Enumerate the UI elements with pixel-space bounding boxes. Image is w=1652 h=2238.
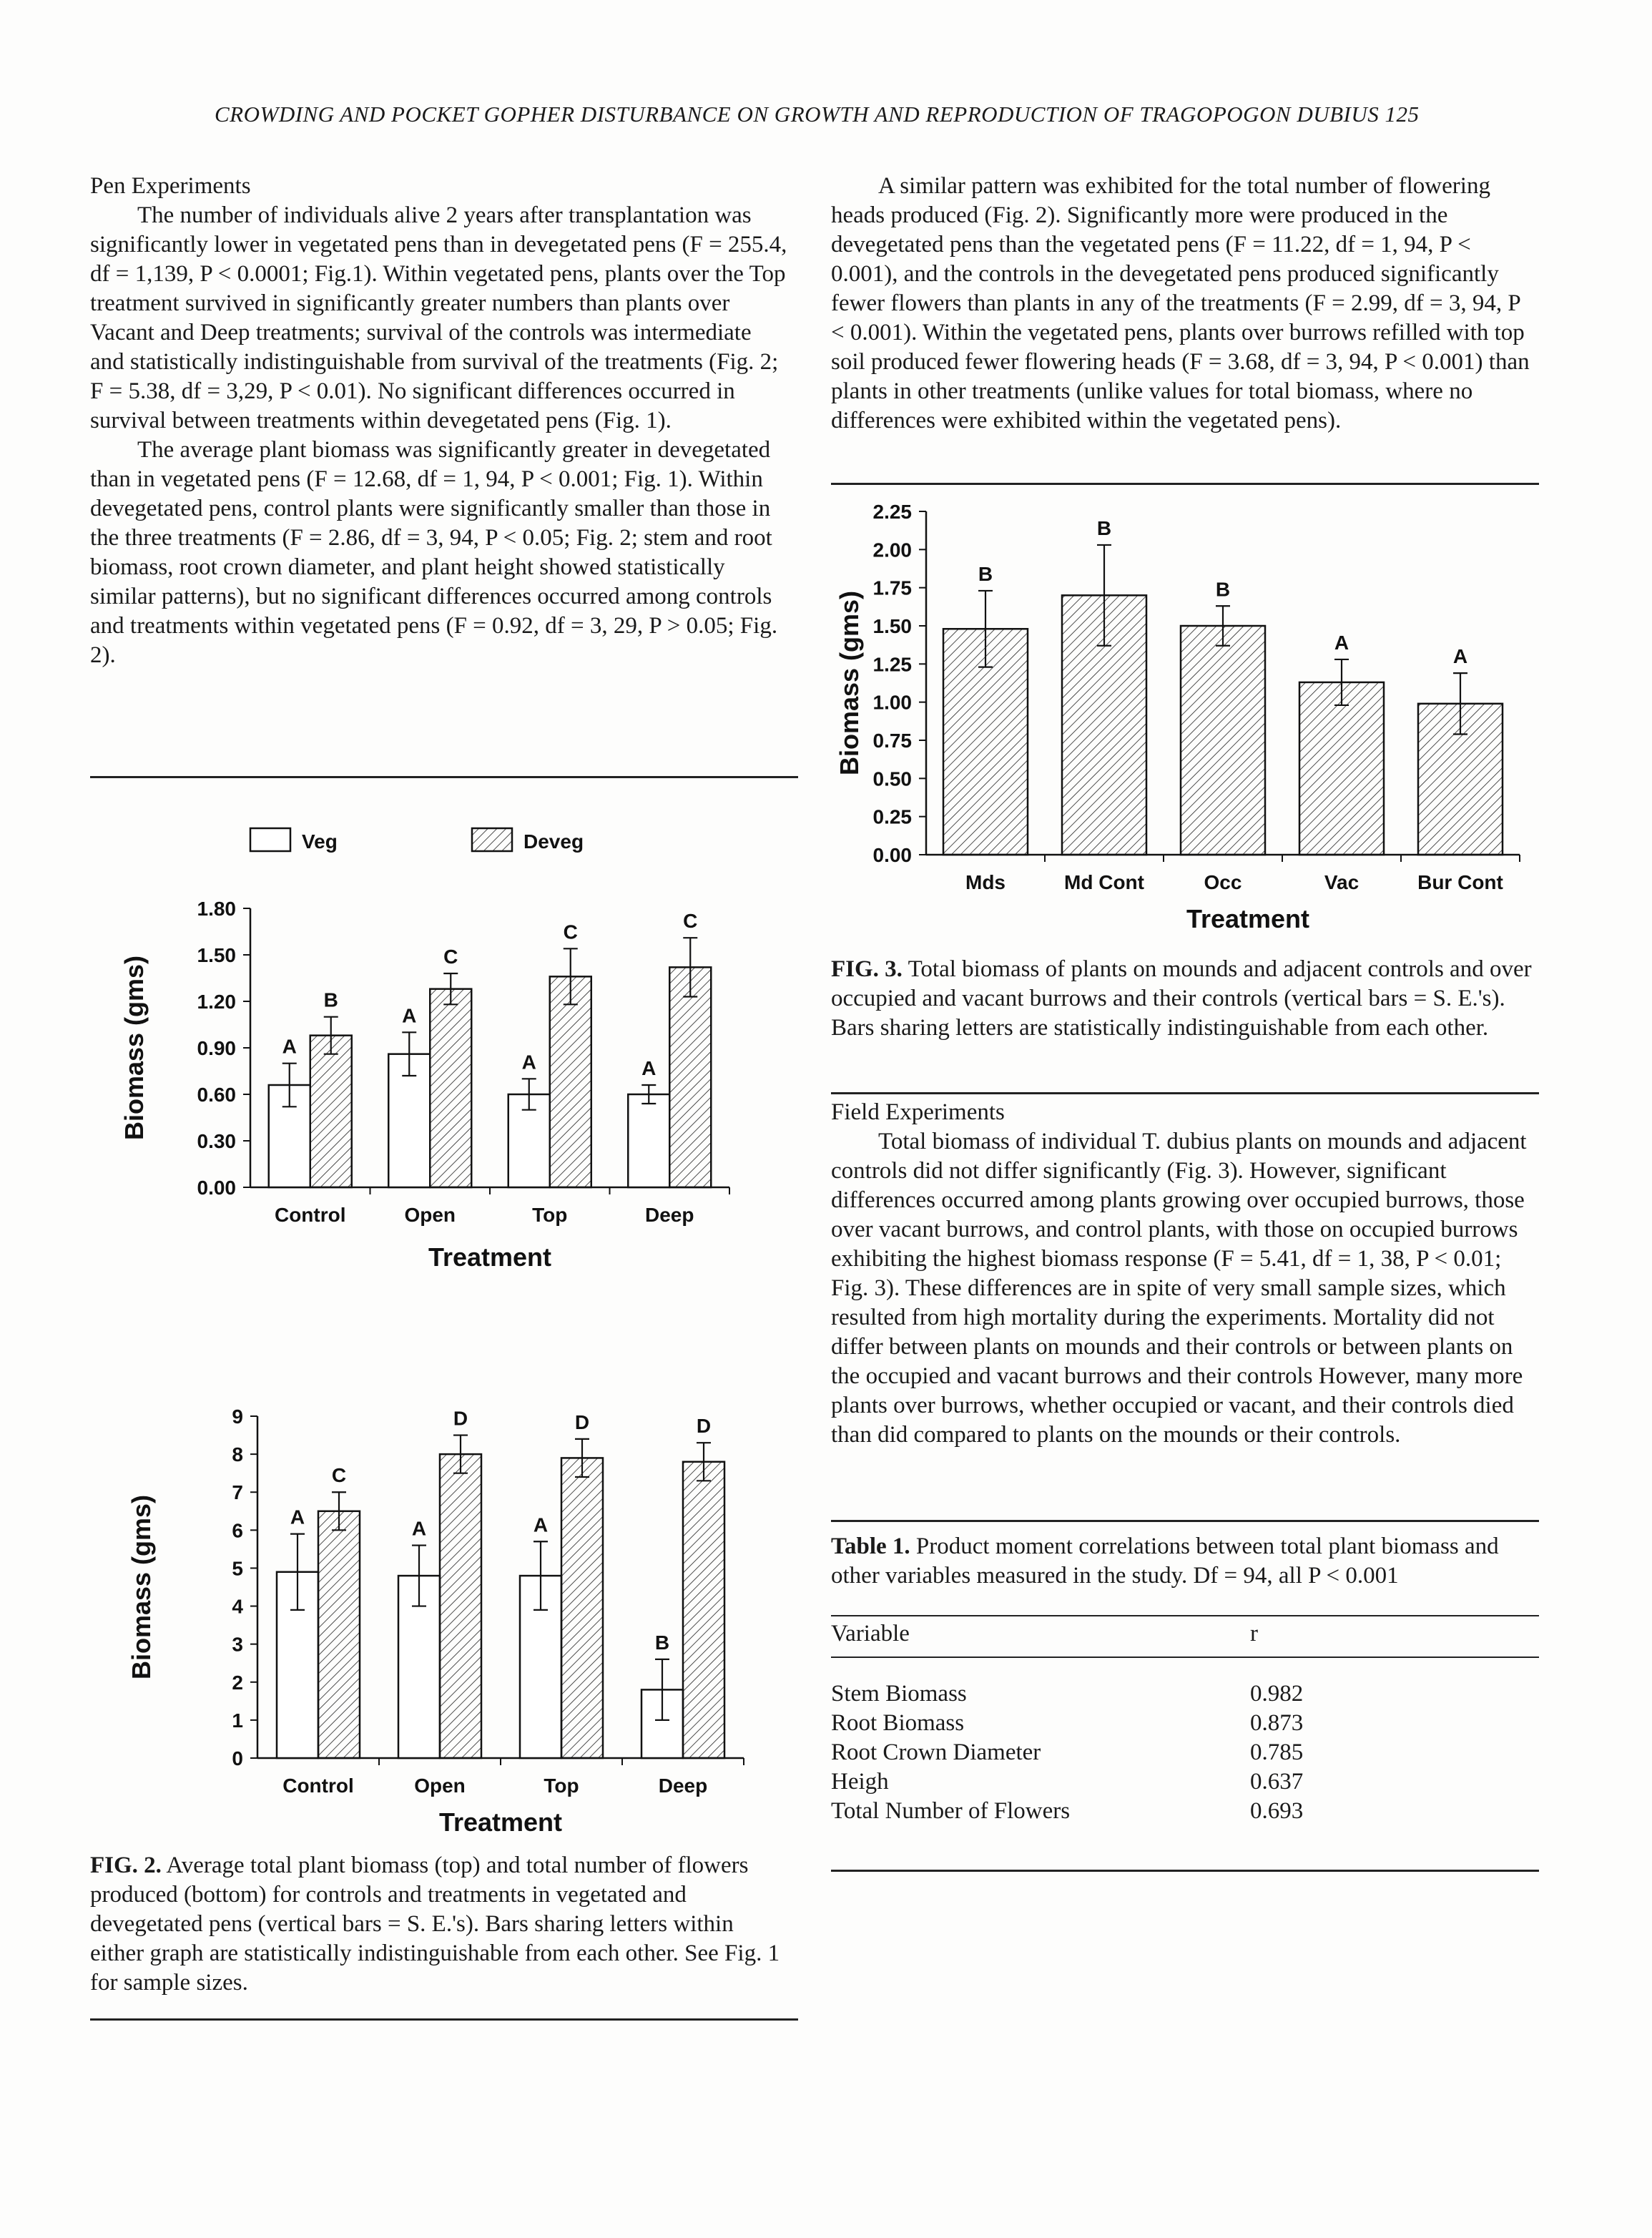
x-tick-label: Vac <box>1324 871 1360 893</box>
rule-above-fig2 <box>90 776 798 778</box>
table-cell-variable: Root Biomass <box>831 1710 965 1736</box>
table-head-variable: Variable <box>831 1621 910 1646</box>
y-tick-label: 1.20 <box>197 991 236 1013</box>
table-row <box>831 1767 1539 1797</box>
rule-above-fig3 <box>831 483 1539 485</box>
y-tick-label: 1.00 <box>872 691 912 714</box>
table-cell-variable: Total Number of Flowers <box>831 1798 1071 1824</box>
section-heading-field: Field Experiments <box>831 1099 1005 1125</box>
table-cell-r: 0.637 <box>1250 1769 1304 1795</box>
fig3-caption-text: Total biomass of plants on mounds and adjacent controls and over occupied and vacant burrows and their controls (vertical bars = S. E.'s). Bars sharing letters are statistically indistinguishable from each other. <box>831 956 1532 1041</box>
significance-letter: B <box>978 562 993 585</box>
paragraph-flowering: A similar pattern was exhibited for the total number of flowering heads produced (Fig. 2). Significantly more were produced in the devegetated pens than the vegetated pens (F = 11.22, df = 1, 94, P < 0.001), and the controls in the devegetated pens produced significantly fewer flowers than plants in any of the treatments (F = 2.99, df = 3, 94, P < 0.001). Within the vegetated pens, plants over burrows refilled with top soil produced fewer flowering heads (F = 3.68, df = 3, 94, P < 0.001) than plants in other treatments (unlike values for total biomass, where no differences were exhibited within the vegetated pens). <box>831 173 1530 433</box>
paragraph-pen-survival: The number of individuals alive 2 years after transplantation was significantly lower in vegetated pens than in devegetated pens (F = 255.4, df = 1,139, P < 0.0001; Fig.1). Within vegetated pens, plants over the Top treatment survived in significantly greater numbers than plants over Vacant and Deep treatments; survival of the controls was intermediate and statistically indistinguishable from survival of the treatments (Fig. 2; F = 5.38, df = 3,29, P < 0.01). No significant differences occurred in survival between treatments within devegetated pens (Fig. 1). <box>90 202 787 433</box>
bar-single-occ <box>1181 626 1265 855</box>
table-header-row <box>831 1619 1539 1649</box>
significance-letter: D <box>574 1410 590 1433</box>
table-top-rule <box>831 1615 1539 1616</box>
fig3-caption-label: FIG. 3. <box>831 956 903 982</box>
y-tick-label: 1.50 <box>197 944 236 966</box>
field-experiments <box>831 1098 1539 1450</box>
significance-letter: B <box>323 988 338 1011</box>
legend-label-deveg: Deveg <box>523 830 584 853</box>
legend-label-veg: Veg <box>302 830 338 853</box>
table-cell-variable: Stem Biomass <box>831 1681 967 1707</box>
significance-letter: C <box>443 946 458 968</box>
x-tick-label: Occ <box>1204 871 1242 893</box>
y-tick-label: 4 <box>232 1595 243 1618</box>
x-tick-label: Open <box>414 1775 466 1797</box>
x-tick-label: Deep <box>658 1775 708 1797</box>
x-axis-label: Treatment <box>438 1807 563 1837</box>
x-tick-label: Md Cont <box>1064 871 1144 893</box>
table-header-rule <box>831 1657 1539 1658</box>
running-title: CROWDING AND POCKET GOPHER DISTURBANCE ON GROWTH AND REPRODUCTION OF TRAGOPOGON DUBIUS <box>215 102 1380 127</box>
significance-letter: A <box>1452 645 1468 668</box>
significance-letter: A <box>533 1513 549 1536</box>
bar-deveg-deep <box>683 1462 724 1758</box>
table-cell-variable: Root Crown Diameter <box>831 1739 1041 1765</box>
significance-letter: A <box>411 1517 427 1540</box>
table1-body <box>831 1679 1539 1826</box>
y-tick-label: 0.50 <box>872 767 912 790</box>
x-tick-label: Deep <box>645 1204 694 1226</box>
table-cell-r: 0.982 <box>1250 1681 1304 1707</box>
y-tick-label: 0.30 <box>197 1130 236 1152</box>
y-tick-label: 0.25 <box>872 805 912 828</box>
x-tick-label: Bur Cont <box>1417 871 1503 893</box>
table1 <box>831 1619 1539 1649</box>
table1-label: Table 1. <box>831 1533 910 1559</box>
y-tick-label: 9 <box>232 1405 243 1428</box>
table-cell-variable: Heigh <box>831 1769 889 1795</box>
y-tick-label: 0.75 <box>872 730 912 752</box>
paragraph-field: Total biomass of individual T. dubius plants on mounds and adjacent controls did not differ significantly (Fig. 3). However, significant differences occurred among plants growing over occupied burrows, those over vacant burrows, and control plants, with those on occupied burrows exhibiting the highest biomass response (F = 5.41, df = 1, 38, P < 0.01; Fig. 3). These differences are in spite of very small sample sizes, which resulted from high mortality during the experiments. Mortality did not differ between plants on mounds and their controls or between plants on the occupied and vacant burrows and their controls However, many more plants over burrows, whether occupied or vacant, and their controls died than did compared to plants on the mounds or their controls. <box>831 1129 1527 1448</box>
fig2-bottom-chart <box>114 1395 758 1845</box>
y-tick-label: 0.90 <box>197 1037 236 1059</box>
table1-caption-text: Product moment correlations between total plant biomass and other variables measured in the study. Df = 94, all P < 0.001 <box>831 1533 1499 1589</box>
bar-deveg-open <box>440 1454 481 1758</box>
paragraph-pen-biomass: The average plant biomass was significantly greater in devegetated than in vegetated pens (F = 12.68, df = 1, 94, P < 0.001; Fig. 1). Within devegetated pens, control plants were significantly smaller than those in the three treatments (F = 2.86, df = 3, 94, P < 0.05; Fig. 2; stem and root biomass, root crown diameter, and plant height showed statistically similar patterns), but no significant differences occurred among controls and treatments within vegetated pens (F = 0.92, df = 3, 29, P > 0.05; Fig. 2). <box>90 437 778 668</box>
significance-letter: D <box>453 1407 468 1430</box>
significance-letter: C <box>563 921 578 943</box>
significance-letter: A <box>641 1057 657 1079</box>
y-tick-label: 2.25 <box>872 501 912 523</box>
y-axis-label: Biomass (gms) <box>119 955 149 1141</box>
x-tick-label: Mds <box>965 871 1006 893</box>
y-tick-label: 0.00 <box>197 1177 236 1199</box>
y-tick-label: 1.25 <box>872 653 912 676</box>
y-tick-label: 0.60 <box>197 1084 236 1106</box>
bar-deveg-open <box>430 989 471 1187</box>
significance-letter: C <box>331 1464 347 1487</box>
table1-caption <box>831 1532 1539 1591</box>
y-tick-label: 1.50 <box>872 615 912 637</box>
significance-letter: B <box>1096 516 1112 539</box>
table-row <box>831 1709 1539 1738</box>
y-tick-label: 0 <box>232 1747 243 1770</box>
significance-letter: A <box>282 1035 297 1058</box>
table-row <box>831 1738 1539 1767</box>
y-tick-label: 2.00 <box>872 539 912 561</box>
table-head-r: r <box>1250 1621 1258 1646</box>
y-axis-label: Biomass (gms) <box>127 1494 156 1680</box>
bar-deveg-top <box>550 976 591 1187</box>
significance-letter: A <box>1334 631 1349 654</box>
x-tick-label: Open <box>404 1204 456 1226</box>
x-tick-label: Top <box>532 1204 568 1226</box>
significance-letter: A <box>521 1051 536 1074</box>
running-header <box>215 102 1545 127</box>
fig2-top-chart <box>114 801 758 1287</box>
bar-deveg-control <box>310 1036 352 1187</box>
bar-deveg-top <box>561 1458 603 1758</box>
y-tick-label: 8 <box>232 1443 243 1466</box>
significance-letter: A <box>290 1506 305 1528</box>
fig2-caption-text: Average total plant biomass (top) and total number of flowers produced (bottom) for controls and treatments in vegetated and devegetated pens (vertical bars = S. E.'s). Bars sharing letters within either graph are statistically indistinguishable from each other. See Fig. 1 for sample sizes. <box>90 1852 780 1996</box>
x-tick-label: Control <box>282 1775 354 1797</box>
significance-letter: C <box>683 910 698 933</box>
significance-letter: D <box>696 1415 712 1438</box>
fig2-caption <box>90 1851 788 1998</box>
significance-letter: A <box>402 1004 417 1027</box>
fig3-caption <box>831 955 1539 1043</box>
bar-deveg-deep <box>669 967 711 1187</box>
y-tick-label: 1.75 <box>872 576 912 599</box>
table-cell-r: 0.693 <box>1250 1798 1304 1824</box>
rule-above-table <box>831 1520 1539 1522</box>
significance-letter: B <box>1215 578 1231 601</box>
legend-swatch-veg <box>250 828 290 851</box>
x-axis-label: Treatment <box>428 1242 552 1272</box>
y-tick-label: 1 <box>232 1709 243 1732</box>
y-tick-label: 2 <box>232 1671 243 1694</box>
rule-below-fig2 <box>90 2018 798 2021</box>
y-tick-label: 5 <box>232 1557 243 1580</box>
y-tick-label: 7 <box>232 1481 243 1504</box>
section-heading-pen: Pen Experiments <box>90 173 251 199</box>
significance-letter: B <box>654 1631 670 1654</box>
legend-swatch-deveg <box>472 828 512 851</box>
y-tick-label: 1.80 <box>197 898 236 920</box>
table-row <box>831 1679 1539 1709</box>
page-number: 125 <box>1385 102 1420 127</box>
y-axis-label: Biomass (gms) <box>835 590 864 776</box>
fig2-caption-label: FIG. 2. <box>90 1852 162 1878</box>
fig3-chart <box>833 490 1541 955</box>
rule-above-field <box>831 1092 1539 1094</box>
right-column-text <box>831 172 1539 436</box>
x-tick-label: Top <box>544 1775 579 1797</box>
table-cell-r: 0.873 <box>1250 1710 1304 1736</box>
y-tick-label: 3 <box>232 1633 243 1656</box>
y-tick-label: 0.00 <box>872 844 912 866</box>
bar-single-vac <box>1299 682 1384 855</box>
bar-veg-deep <box>628 1094 669 1187</box>
x-axis-label: Treatment <box>1186 904 1310 933</box>
table-bottom-rule <box>831 1870 1539 1872</box>
bar-deveg-control <box>318 1511 360 1758</box>
x-tick-label: Control <box>274 1204 346 1226</box>
y-tick-label: 6 <box>232 1519 243 1542</box>
table-row <box>831 1797 1539 1826</box>
left-column-text <box>90 172 788 670</box>
table-cell-r: 0.785 <box>1250 1739 1304 1765</box>
